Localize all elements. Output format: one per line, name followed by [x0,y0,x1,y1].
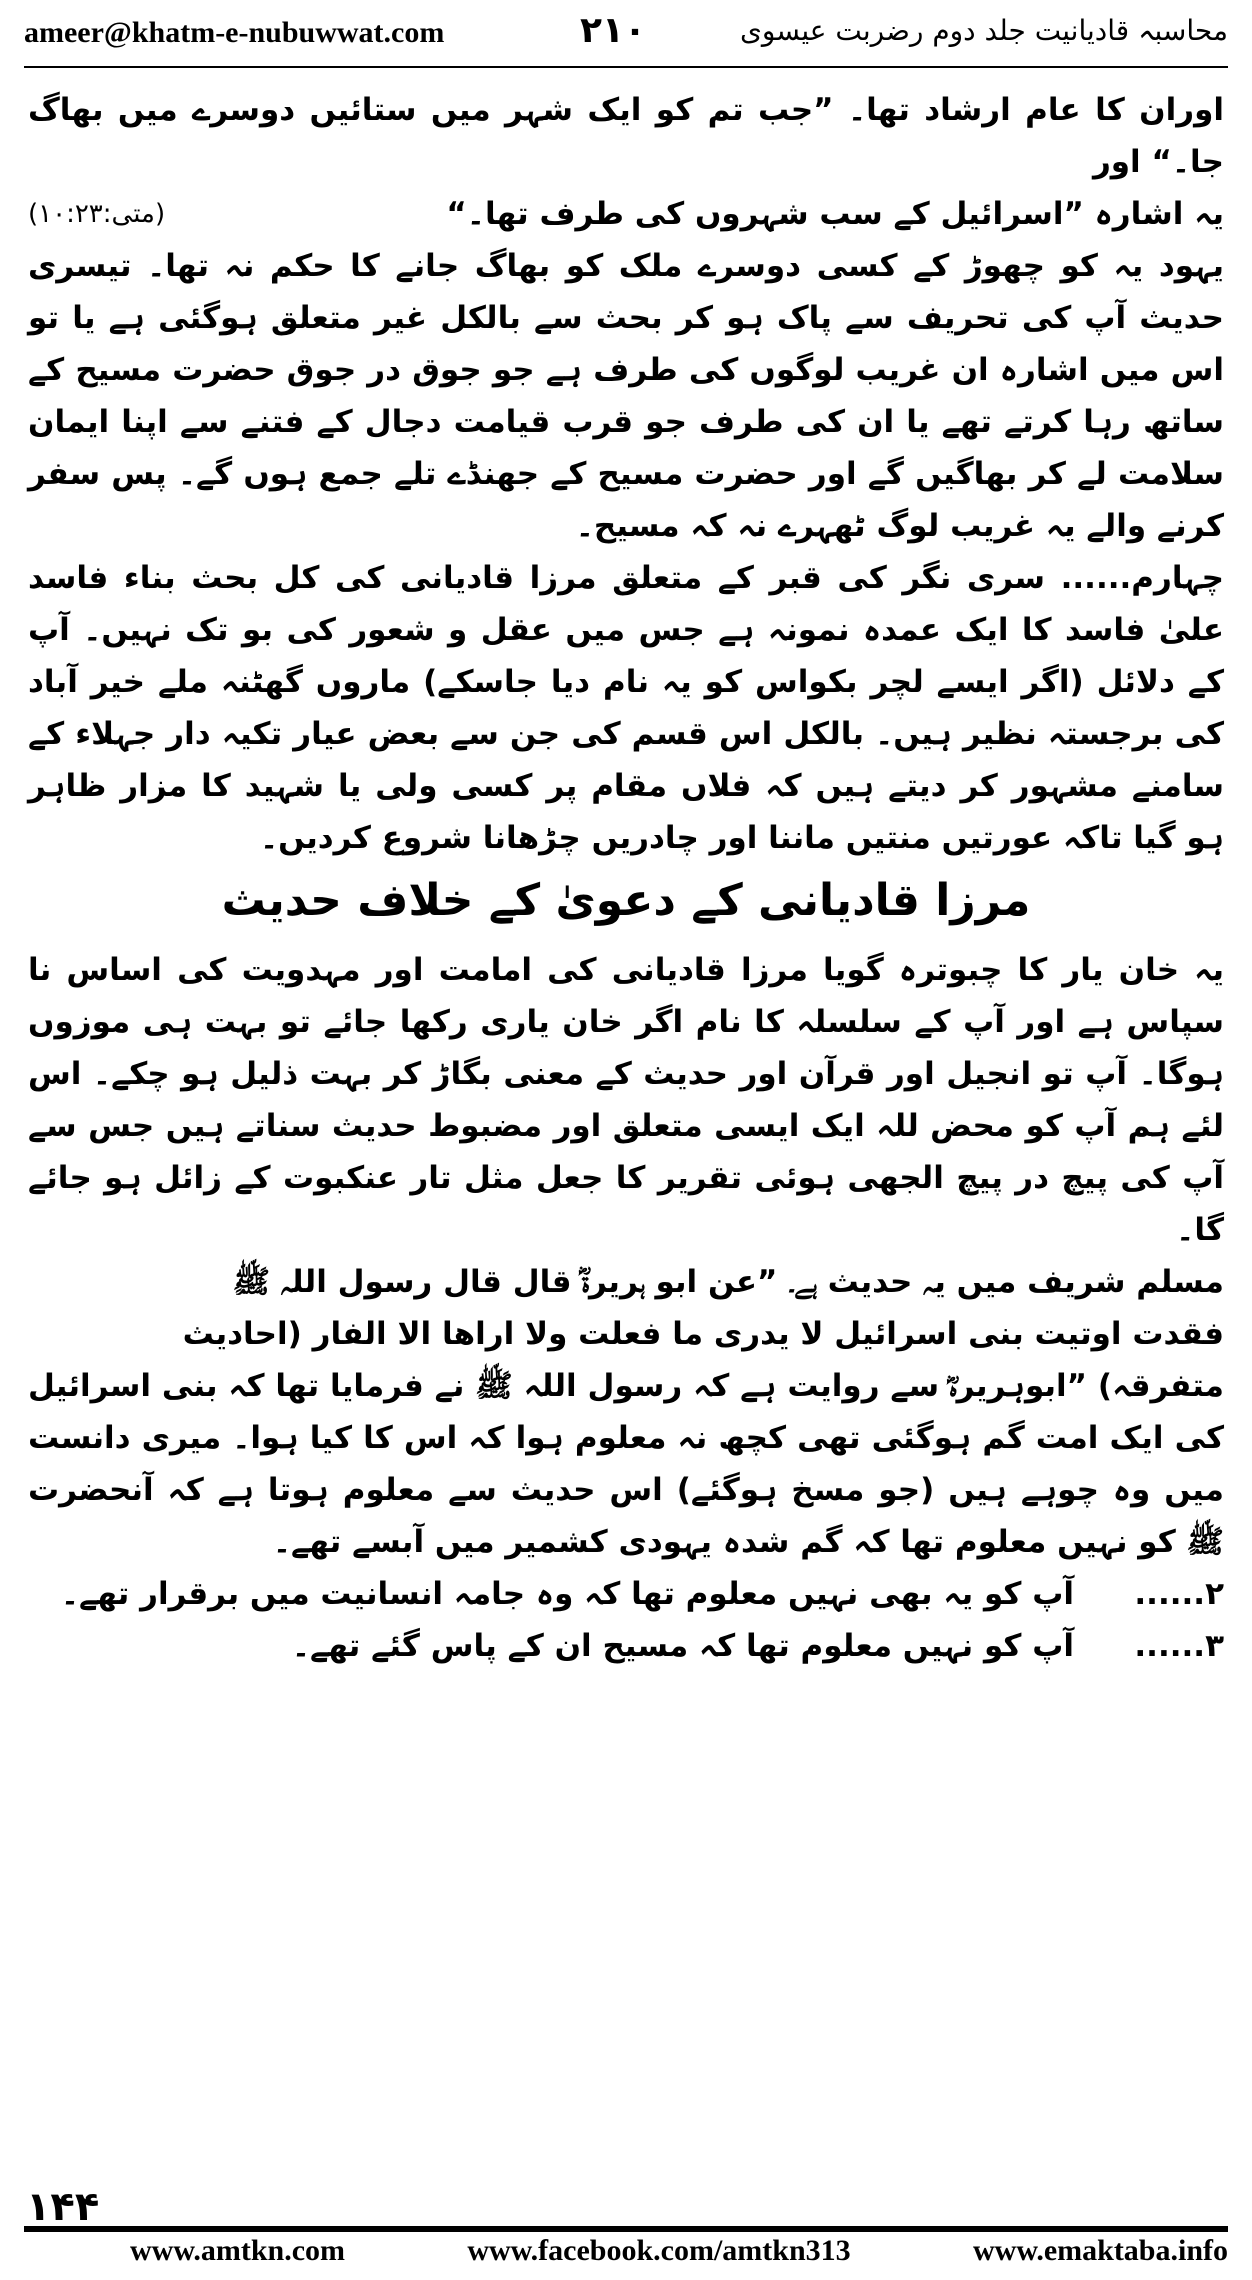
paragraph-1: اوران کا عام ارشاد تھا۔ ”جب تم کو ایک شہر میں ستائیں دوسرے میں بھاگ جا۔“ اور [28,92,1224,180]
paragraph-4: چہارم...... سری نگر کی قبر کے متعلق مرزا قادیانی کی کل بحث بناء فاسد علیٰ فاسد کا ایک عمدہ نمونہ ہے جس میں عقل و شعور کی بو تک نہیں۔ آپ کے دلائل (اگر ایسے لچر بکواس کو یہ نام دیا جاسکے) ماروں گھٹنہ ملے خیر آباد کی برجستہ نظیر ہیں۔ بالکل اس قسم کی جن سے بعض عیار تکیہ دار جہلاء کے سامنے مشہور کر دیتے ہیں کہ فلاں مقام پر کسی ولی یا شہید کا مزار ظاہر ہو گیا تاکہ عورتیں منتیں ماننا اور چادریں چڑھانا شروع کردیں۔ [28,560,1224,856]
scripture-reference: (متی:۱۰:۲۳) [28,199,166,229]
list-item-text: آپ کو نہیں معلوم تھا کہ مسیح ان کے پاس گئے تھے۔ [291,1628,1074,1664]
paragraph-7: متفرقہ) ”ابوہریرہؓ سے روایت ہے کہ رسول اللہ ﷺ نے فرمایا تھا کہ بنی اسرائیل کی ایک امت گم ہوگئی تھی کچھ نہ معلوم ہوا کہ اس کا کیا ہوا۔ میری دانست میں وہ چوہے ہیں (جو مسخ ہوگئے) اس حدیث سے معلوم ہوتا ہے کہ آنحضرت ﷺ کو نہیں معلوم تھا کہ گم شدہ یہودی کشمیر میں آبسے تھے۔ [28,1368,1224,1560]
header-divider [24,66,1228,68]
list-item [28,1620,1224,1672]
page-header [24,10,1228,60]
footer-link-facebook[interactable]: www.facebook.com/amtkn313 [467,2234,851,2267]
paragraph-2-text: یہ اشارہ ”اسرائیل کے سب شہروں کی طرف تھا۔“ [446,196,1224,232]
paragraph-3: یہود یہ کو چھوڑ کے کسی دوسرے ملک کو بھاگ جانے کا حکم نہ تھا۔ تیسری حدیث آپ کی تحریف سے پاک ہو کر بحث سے بالکل غیر متعلق ہوگئی ہے یا تو اس میں اشارہ ان غریب لوگوں کی طرف ہے جو جوق در جوق حضرت مسیح کے ساتھ رہا کرتے تھے یا ان کی طرف جو قرب قیامت دجال کے فتنے سے اپنا ایمان سلامت لے کر بھاگیں گے اور حضرت مسیح کے جھنڈے تلے جمع ہوں گے۔ پس سفر کرنے والے یہ غریب لوگ ٹھہرے نہ کہ مسیح۔ [28,248,1224,544]
arabic-hadith-line: فقدت اوتیت بنی اسرائیل لا یدری ما فعلت ولا اراھا الا الفار (احادیث [182,1316,1224,1352]
paragraph-5: یہ خان یار کا چبوترہ گویا مرزا قادیانی کی امامت اور مہدویت کی اساس نا سپاس ہے اور آپ کے سلسلہ کا نام اگر خان یاری رکھا جائے تو بہت ہی موزوں ہوگا۔ آپ تو انجیل اور قرآن اور حدیث کے معنی بگاڑ کر بہت ذلیل ہو چکے۔ اس لئے ہم آپ کو محض للہ ایک ایسی متعلق اور مضبوط حدیث سناتے ہیں جس سے آپ کی پیچ در پیچ الجھی ہوئی تقریر کا جعل مثل تار عنکبوت کے زائل ہو جائے گا۔ [28,952,1224,1248]
footer-page-number: ۱۴۴ [26,2184,100,2230]
list-item-number: ۲...... [1134,1576,1224,1612]
paragraph-6: مسلم شریف میں یہ حدیث ہے۔ ”عن ابو ہریرۃؓ قال قال رسول اللہ ﷺ [232,1264,1224,1300]
footer-link-emaktaba[interactable]: www.emaktaba.info [972,2234,1228,2267]
paragraph-2 [28,188,1224,240]
list-item-number: ۳...... [1134,1628,1224,1664]
header-email: ameer@khatm-e-nubuwwat.com [24,16,445,49]
page-body [28,84,1224,1672]
section-heading: مرزا قادیانی کے دعویٰ کے خلاف حدیث [221,875,1031,926]
list-item [28,1568,1224,1620]
footer-divider [24,2226,1228,2232]
header-page-number: ۲۱۰ [580,10,646,51]
footer-link-amtkn[interactable]: www.amtkn.com [130,2234,345,2267]
footer-links [130,2234,1228,2268]
list-item-text: آپ کو یہ بھی نہیں معلوم تھا کہ وہ جامہ انسانیت میں برقرار تھے۔ [60,1576,1074,1612]
header-book-title: محاسبہ قادیانیت جلد دوم رضربت عیسوی [739,14,1228,47]
